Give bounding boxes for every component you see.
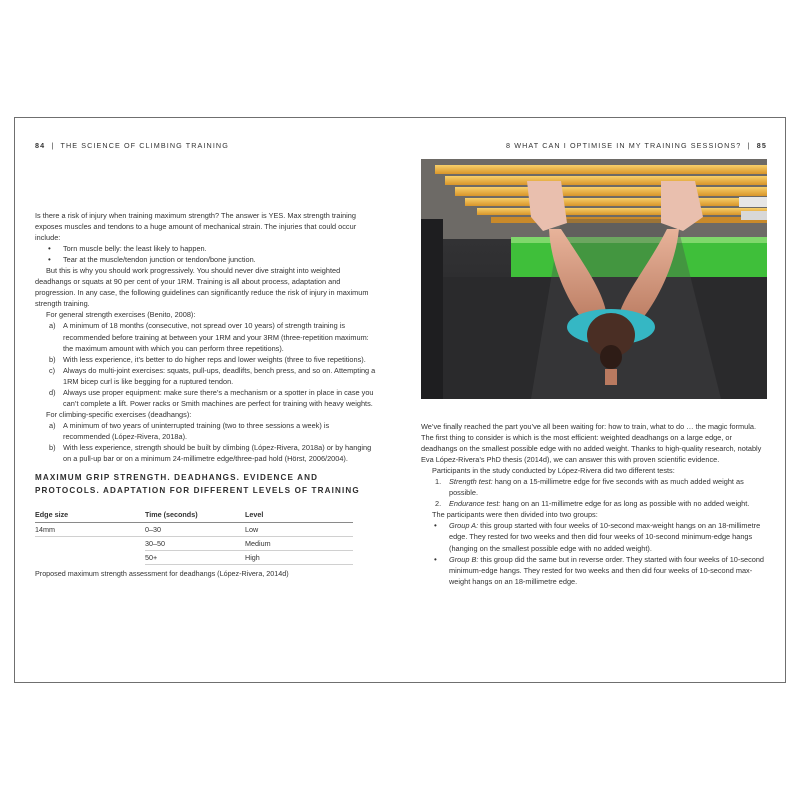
table-cell: 30–50 [145, 537, 245, 551]
paragraph: We’ve finally reached the part you’ve all been waiting for: how to train, what to do … the magic formula. The first thing to consider is which is the most efficient: weighted deadhangs on a large edge, or deadhangs on the smallest possible edge with no added weight. Thanks to high-quality research, notably Eva López-Rivera’s PhD thesis (2014d), we can answer this with proven scientific evidence. [421, 422, 762, 465]
table-row [35, 537, 353, 551]
list-text: hang on an 11-millimetre edge for as long as possible with no added weight. [500, 499, 750, 509]
column-header: Edge size [35, 509, 145, 523]
list-text: Always use proper equipment: make sure there’s a mechanism or a spotter in place in case you can’t complete a lift. Power racks or Smith machines are perfect for training with heavy weights. [63, 387, 374, 408]
climber-hangboard-photo [421, 159, 767, 399]
list-item: 2. Endurance test: hang on an 11-millimetre edge for as long as possible with no added weight. [435, 499, 750, 509]
page-number: 84 [35, 141, 46, 150]
intro-paragraph: Is there a risk of injury when training maximum strength? The answer is YES. Max strength training exposes muscles and tendons to a huge amount of mechanical strain. The injuries that could occur include: [35, 211, 357, 243]
section-heading: MAXIMUM GRIP STRENGTH. DEADHANGS. EVIDENCE AND PROTOCOLS. ADAPTATION FOR DIFFERENT LEVELS OF TRAINING [35, 473, 360, 495]
right-running-header [506, 141, 767, 150]
test-label: Endurance test: [449, 499, 501, 509]
running-title: 8 WHAT CAN I OPTIMISE IN MY TRAINING SESSIONS? [506, 141, 742, 150]
table-cell: Medium [245, 537, 353, 551]
list-item: a) A minimum of two years of uninterrupted training (two to three sessions a week) is recommended (López-Rivera, 2018a). [49, 420, 330, 441]
climber-photo-illustration [421, 159, 767, 399]
list-item: 1. Strength test: hang on a 15-millimetre edge for five seconds with as much added weight as possible. [435, 477, 744, 498]
paragraph: The participants were then divided into two groups: [432, 510, 598, 520]
bullet-text: Torn muscle belly: the least likely to happen. [63, 244, 207, 254]
list-text: Always do multi-joint exercises: squats, pull-ups, deadlifts, bench press, and so on. Attempting a 1RM bicep curl is like begging for a ruptured tendon. [63, 365, 376, 386]
list-item: • Group B: this group did the same but in reverse order. They started with four weeks of 10-second minimum-edge hangs. They rested for two weeks and then did four weeks of 10-second max-weight hangs on an 18-millimetre edge. [434, 554, 764, 586]
page-number: 85 [756, 141, 767, 150]
group-label: Group A: [449, 521, 479, 531]
left-page [15, 118, 401, 682]
list-text: hang on a 15-millimetre edge for five seconds with as much added weight as possible. [449, 477, 744, 498]
paragraph: But this is why you should work progressively. You should never dive straight into weighted deadhangs or squats at 90 per cent of your 1RM. Training is all about process, adaptation and progression. In any case, the following guidelines can significantly reduce the risk of injury in maximum strength training. [35, 266, 369, 309]
paragraph: Participants in the study conducted by López-Rivera did two different tests: [432, 466, 675, 476]
group-label: Group B: [449, 554, 479, 564]
left-running-header [35, 141, 229, 150]
list-text: A minimum of two years of uninterrupted training (two to three sessions a week) is recommended (López-Rivera, 2018a). [63, 420, 330, 441]
list-item: b) With less experience, strength should be built by climbing (López-Rivera, 2018a) or by hanging on a pull-up bar or on a minimum 24-millimetre edge/three-pad hold (Hörst, 2006/2004). [49, 442, 372, 464]
list-item: c) Always do multi-joint exercises: squats, pull-ups, deadlifts, bench press, and so on. Attempting a 1RM bicep curl is like begging for a ruptured tendon. [49, 365, 376, 386]
running-title: THE SCIENCE OF CLIMBING TRAINING [60, 141, 229, 150]
left-body-text [35, 210, 377, 579]
table-row [35, 551, 353, 565]
table-cell: 50+ [145, 551, 245, 565]
column-header: Level [245, 509, 353, 523]
table-row [35, 523, 353, 537]
table-cell: High [245, 551, 353, 565]
bullet-text: Tear at the muscle/tendon junction or tendon/bone junction. [63, 255, 256, 265]
list-text: With less experience, it’s better to do higher reps and lower weights (three to five repetitions). [63, 354, 366, 364]
list-item: a) A minimum of 18 months (consecutive, not spread over 10 years) of strength training is recommended before training at between your 1RM and your 3RM (three-repetition maximum: the maximum amount with which you can perform three repetitions). [49, 321, 369, 353]
right-page [401, 118, 787, 682]
list-text: A minimum of 18 months (consecutive, not spread over 10 years) of strength training is recommended before training at between your 1RM and your 3RM (three-repetition maximum: the maximum amount with which you can perform three repetitions). [63, 321, 369, 353]
list-text: this group did the same but in reverse order. They started with four weeks of 10-second minimum-edge hangs. They rested for two weeks and then did four weeks of 10-second max-weight hangs on an 18-millimetre edge. [449, 554, 764, 586]
paragraph: For climbing-specific exercises (deadhangs): [46, 409, 192, 419]
paragraph: For general strength exercises (Benito, 2008): [46, 310, 196, 320]
test-label: Strength test: [449, 477, 493, 487]
list-item: d) Always use proper equipment: make sure there’s a mechanism or a spotter in place in case you can’t complete a lift. Power racks or Smith machines are perfect for training with heavy weights. [49, 387, 374, 408]
table-cell [35, 551, 145, 565]
table-header-row [35, 509, 353, 523]
list-item: b) With less experience, it’s better to do higher reps and lower weights (three to five repetitions). [49, 354, 366, 364]
table-cell [35, 537, 145, 551]
right-body-text [421, 421, 764, 587]
list-item: • Tear at the muscle/tendon junction or tendon/bone junction. [48, 255, 256, 265]
header-separator: | [747, 141, 751, 150]
header-separator: | [51, 141, 55, 150]
book-spread [14, 117, 786, 683]
table-caption: Proposed maximum strength assessment for deadhangs (López-Rivera, 2014d) [35, 569, 289, 579]
list-item: • Torn muscle belly: the least likely to happen. [48, 244, 207, 254]
table-cell: 14mm [35, 523, 145, 537]
column-header: Time (seconds) [145, 509, 245, 523]
list-text: With less experience, strength should be built by climbing (López-Rivera, 2018a) or by hanging on a pull-up bar or on a minimum 24-millimetre edge/three-pad hold (Hörst, 2006/2004). [63, 442, 372, 464]
list-text: this group started with four weeks of 10-second max-weight hangs on an 18-millimetre edge. They rested for two weeks and then did four weeks of 10-second minimum-edge hangs (hanging on the smallest possible edge with no added weight). [449, 521, 761, 553]
table-cell: Low [245, 523, 353, 537]
list-item: • Group A: this group started with four weeks of 10-second max-weight hangs on an 18-millimetre edge. They rested for two weeks and then did four weeks of 10-second minimum-edge hangs (hanging on the smallest possible edge with no added weight). [434, 521, 761, 553]
table-cell: 0–30 [145, 523, 245, 537]
assessment-table [35, 509, 353, 565]
